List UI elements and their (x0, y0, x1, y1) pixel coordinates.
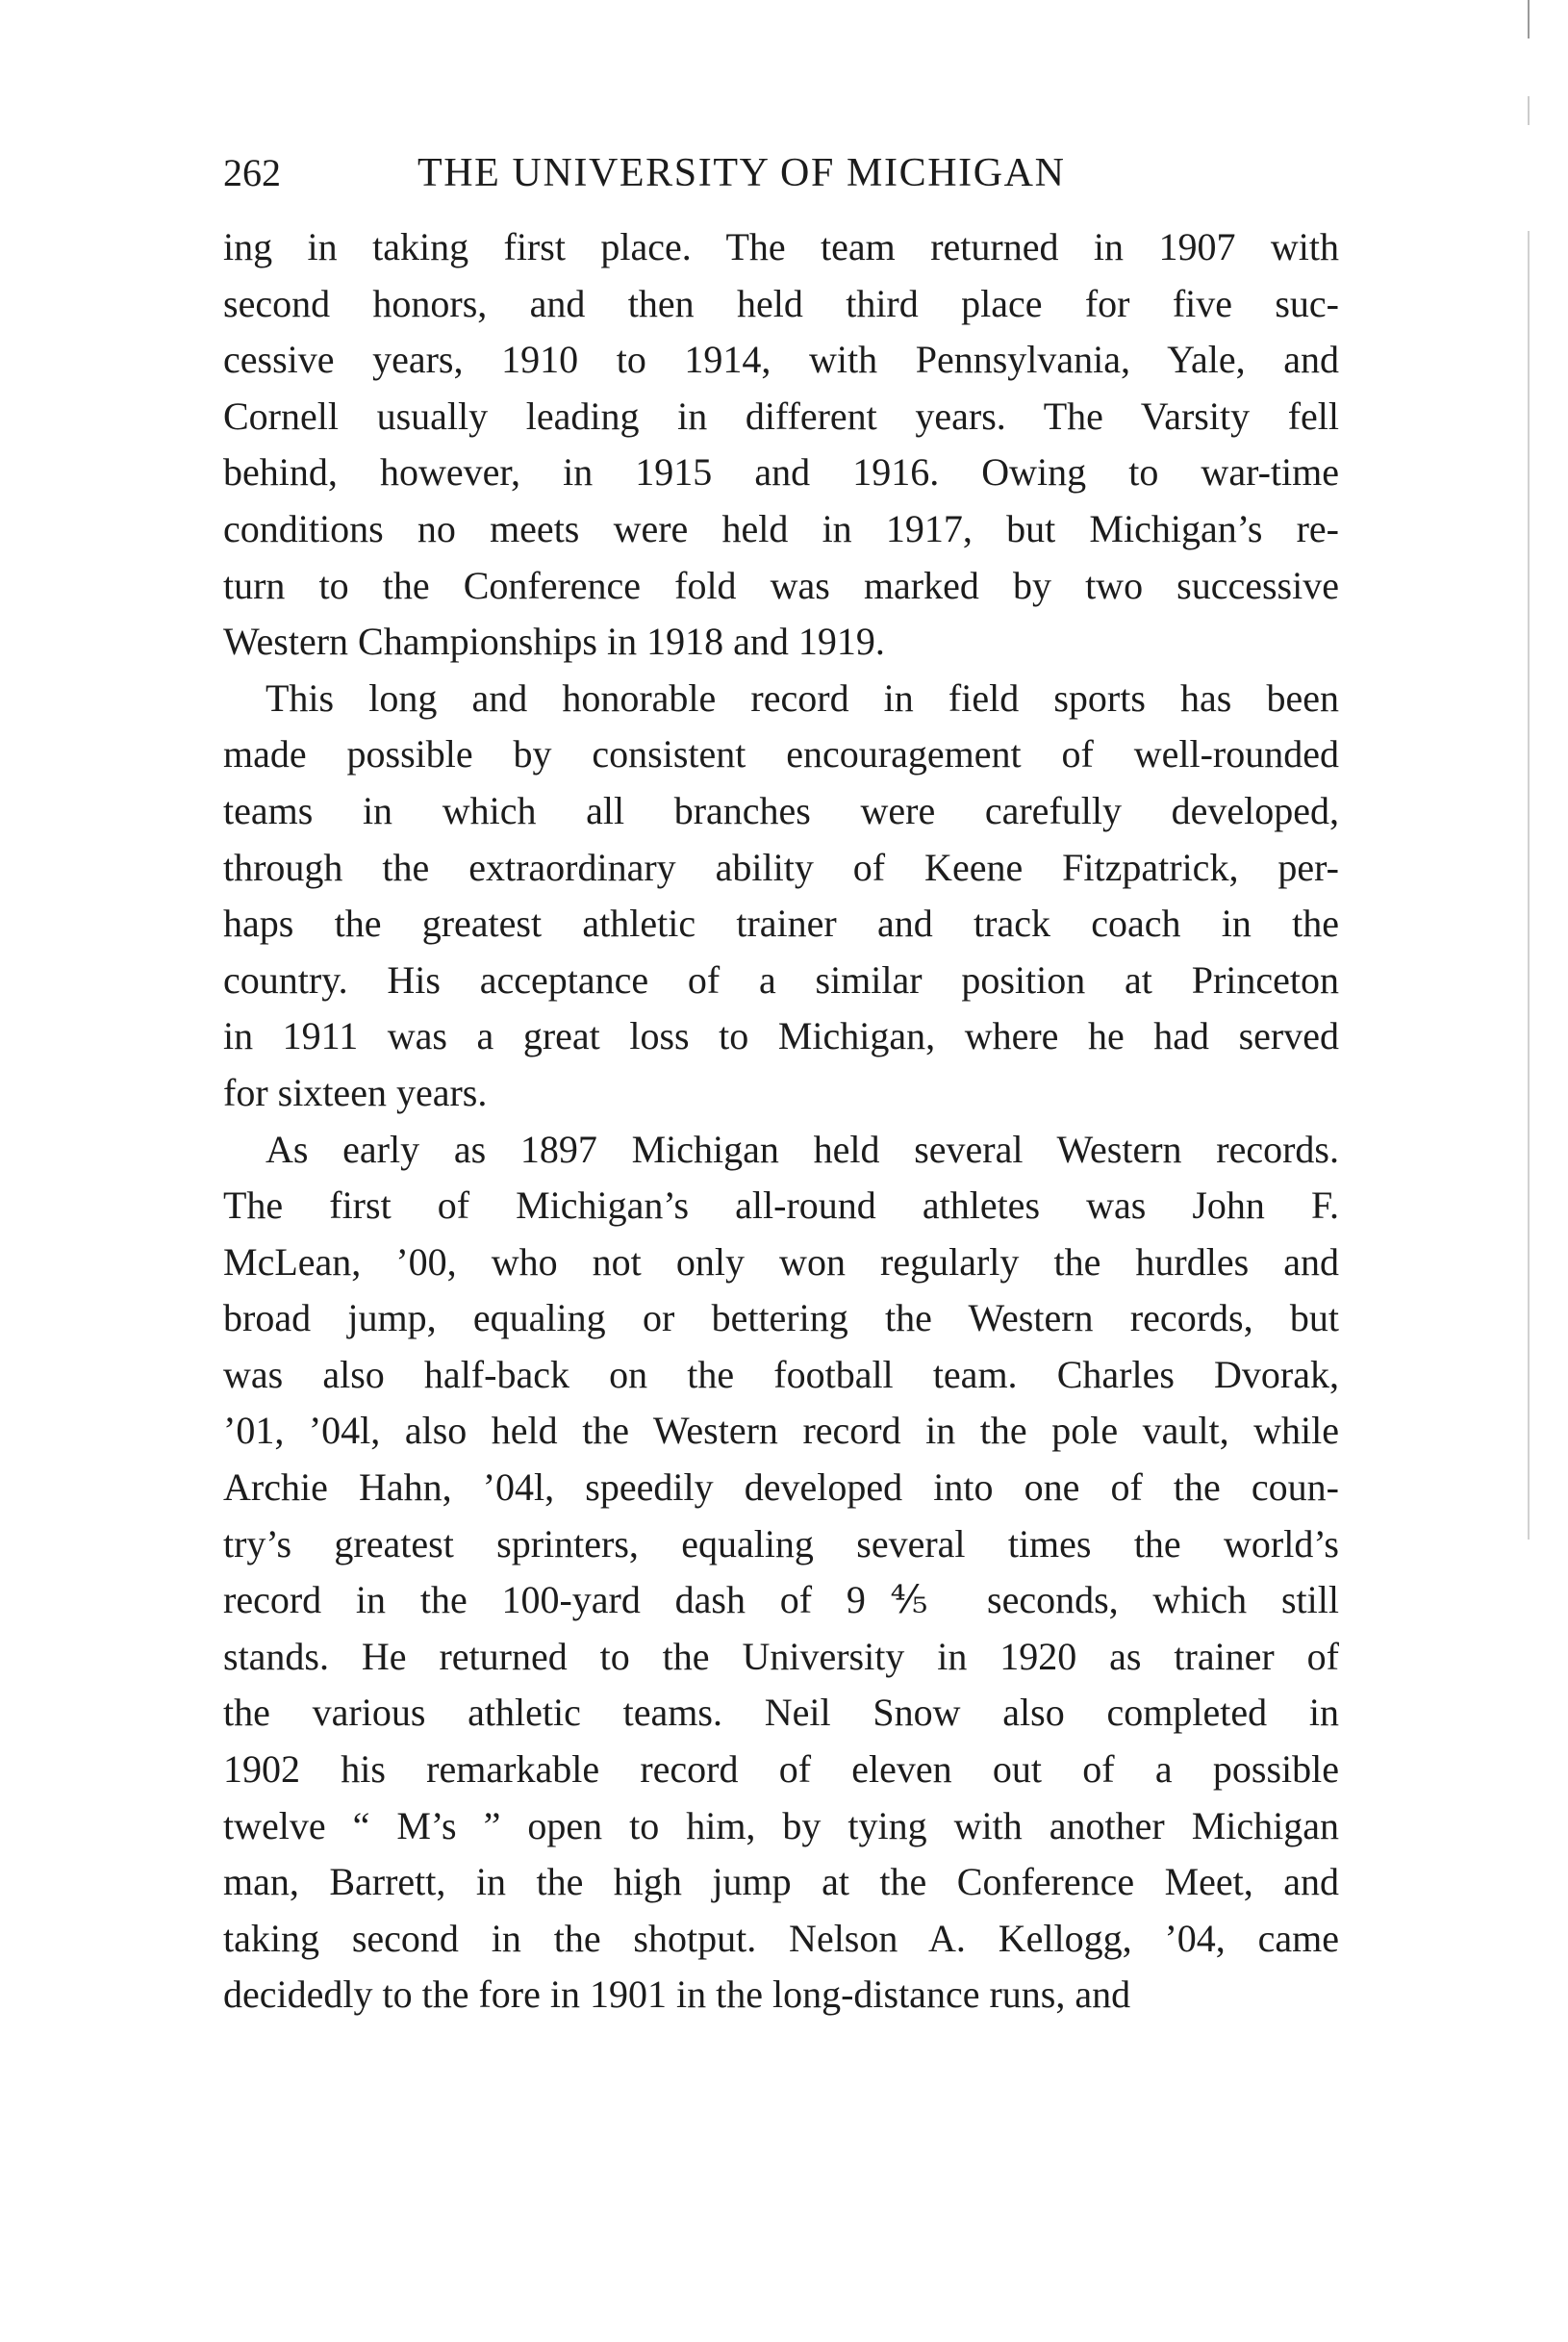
text-line: 1902 his remarkable record of eleven out of a possible (223, 1747, 1339, 1792)
text-line: broad jump, equaling or bettering the Western records, but (223, 1296, 1339, 1340)
text-line: teams in which all branches were carefully developed, (223, 788, 1339, 832)
text-line: record in the 100-yard dash of 9⅘ seconds, which still (223, 1578, 1339, 1622)
text-line: McLean, ’00, who not only won regularly the hurdles and (223, 1239, 1339, 1284)
running-title: THE UNIVERSITY OF MICHIGAN (417, 151, 1066, 195)
page-number: 262 (223, 151, 281, 194)
page-edge-mark (1528, 0, 1530, 38)
text-line: through the extraordinary ability of Keene Fitzpatrick, per- (223, 845, 1339, 889)
paragraph (223, 1122, 1339, 2024)
text-line: ’01, ’04l, also held the Western record in the pole vault, while (223, 1409, 1339, 1453)
page-edge-mark (1528, 96, 1530, 125)
page-edge-mark (1528, 231, 1530, 1540)
text-line: country. His acceptance of a similar position at Princeton (223, 957, 1339, 1002)
text-line: in 1911 was a great loss to Michigan, where he had served (223, 1014, 1339, 1058)
body-text (223, 219, 1339, 2024)
text-line: turn to the Conference fold was marked by two successive (223, 563, 1339, 607)
text-line: stands. He returned to the University in 1920 as trainer of (223, 1634, 1339, 1678)
text-line: second honors, and then held third place for five suc- (223, 281, 1339, 325)
text-line: cessive years, 1910 to 1914, with Pennsylvania, Yale, and (223, 338, 1339, 382)
running-head (223, 144, 1339, 202)
paragraph (223, 219, 1339, 671)
text-line: conditions no meets were held in 1917, but Michigan’s re- (223, 506, 1339, 550)
text-line: man, Barrett, in the high jump at the Conference Meet, and (223, 1860, 1339, 1904)
text-line: haps the greatest athletic trainer and track coach in the (223, 902, 1339, 946)
text-line: try’s greatest sprinters, equaling several times the world’s (223, 1521, 1339, 1566)
text-line: This long and honorable record in field sports has been (266, 675, 1339, 720)
text-line: taking second in the shotput. Nelson A. Kellogg, ’04, came (223, 1916, 1339, 1960)
text-line: Cornell usually leading in different years. The Varsity fell (223, 394, 1339, 438)
paragraph (223, 671, 1339, 1122)
text-line: twelve “ M’s ” open to him, by tying with another Michigan (223, 1803, 1339, 1847)
text-line: was also half-back on the football team. Charles Dvorak, (223, 1352, 1339, 1396)
text-line: for sixteen years. (223, 1070, 488, 1114)
text-line: The first of Michigan’s all-round athletes was John F. (223, 1184, 1339, 1228)
text-line: made possible by consistent encouragement of well-rounded (223, 732, 1339, 776)
text-line: Archie Hahn, ’04l, speedily developed into one of the coun- (223, 1465, 1339, 1510)
text-line: As early as 1897 Michigan held several Western records. (266, 1127, 1339, 1171)
text-line: Western Championships in 1918 and 1919. (223, 620, 885, 664)
text-line: the various athletic teams. Neil Snow also completed in (223, 1691, 1339, 1735)
text-line: decidedly to the fore in 1901 in the long-distance runs, and (223, 1973, 1131, 2017)
text-line: ing in taking first place. The team returned in 1907 with (223, 225, 1339, 268)
text-line: behind, however, in 1915 and 1916. Owing to war-time (223, 450, 1339, 495)
